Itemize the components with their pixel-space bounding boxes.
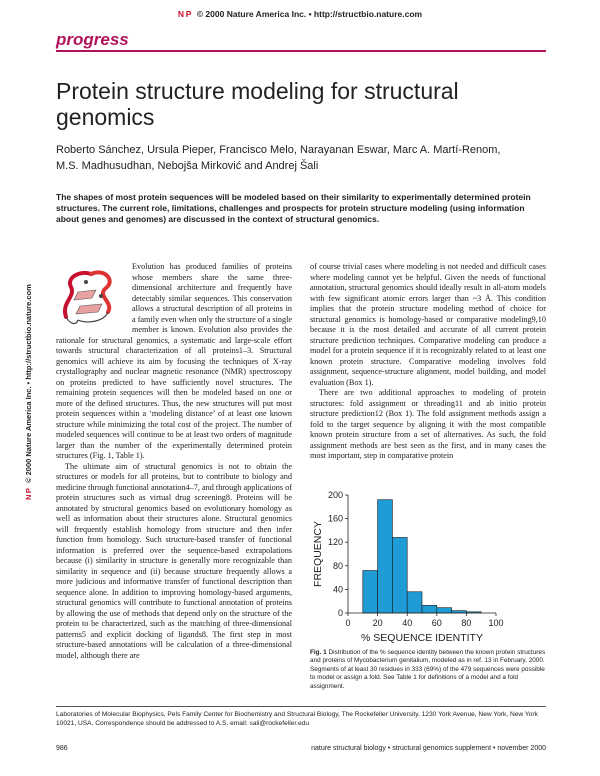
protein-structure-illustration xyxy=(56,262,126,330)
histogram-bar xyxy=(422,605,437,613)
histogram-bar xyxy=(378,500,393,613)
x-tick-label: 20 xyxy=(372,618,383,628)
footer-divider xyxy=(56,706,546,707)
paragraph: The ultimate aim of structural genomics is not to obtain the structures or models for all proteins, but to contribute to biology and medicine through functional annotation4–7, and through applications of protein structures such as virtual drug screening8. Proteins will be annotated by structural genomics based on evolutionary homology as well as information about their structures alone. Structural genomics will frequently establish homology from structure and then infer function from homology. Such structure-based transfer of functional information is preferred over the sequence-based extrapolations because (i) similarity in structure is generally more recognizable than similarity in sequence and (ii) because structure frequently allows a more judicious and informative transfer of functional description than sequence alone. In addition to improving homology-based arguments, structural genomics will contribute to functional annotation of proteins by allowing the use of methods that depend only on the structure of the protein to be characterized, such as the matching of three-dimensional patterns5 and explicit docking of ligands8. The first step in most structure-based annotations will be calculation of a three-dimensional model, although there are xyxy=(56,461,292,660)
body-column-right xyxy=(310,262,546,462)
x-tick-label: 80 xyxy=(461,618,472,628)
journal-footer: nature structural biology • structural genomics supplement • november 2000 xyxy=(311,745,546,752)
y-tick-label: 160 xyxy=(327,513,343,524)
section-divider xyxy=(56,50,546,52)
paragraph: Evolution has produced families of proteins whose members share the same three-dimensional architecture and frequently have detectably similar sequences. This conservation allows a structural description of all proteins in a family even when only the structure of a single member is known. Evolution also provides the rationale for structural genomics, a systematic and large-scale effort towards structural characterization of all proteins1–3. Structural genomics will achieve its aim by focusing the techniques of X-ray crystallography and nuclear magnetic resonance (NMR) spectroscopy on proteins predicted to have sufficiently novel structures. The remaining protein sequences will then be modeled based on one or more of the defined structures. Thus, the new structures will put most protein sequences within a ‘modeling distance’ of at least one known structure while minimizing the total cost of the project. The number of modeled sequences will continue to be at least two orders of magnitude larger than the number of the experimentally determined protein structures (Fig. 1, Table 1). xyxy=(56,262,292,460)
abstract: The shapes of most protein sequences will be modeled based on their similarity to experimentally determined protein structures. The current role, limitations, challenges and prospects for protein structure modeling (using information about genes and genomes) are discussed in the context of structural genomics. xyxy=(56,192,531,224)
author-list: Roberto Sánchez, Ursula Pieper, Francisco Melo, Narayanan Eswar, Marc A. Martí-Renom, M.S. Madhusudhan, Nebojša Mirković and Andrej Šali xyxy=(56,144,501,172)
y-tick-label: 200 xyxy=(327,490,343,500)
side-banner xyxy=(24,284,33,500)
histogram-bar xyxy=(437,608,452,613)
page-number: 986 xyxy=(56,745,68,752)
y-tick-label: 40 xyxy=(332,584,343,595)
histogram-svg xyxy=(296,485,551,645)
y-tick-label: 120 xyxy=(327,537,343,548)
side-banner-text: © 2000 Nature America Inc. • http://structbio.nature.com xyxy=(24,284,33,483)
section-label: progress xyxy=(56,30,129,49)
caption-text: Distribution of the % sequence identity between the known protein structures and proteins of Mycobacterium genitalium, modeled as in ref. 13 in February, 2000. Segments of at least 30 residues in 333 (69%) of the 479 sequences were possible to model or assign a fold. See Table 1 for definitions of a model and a fold assignment. xyxy=(310,649,546,690)
histogram-bar xyxy=(363,571,378,613)
caption-label: Fig. 1 xyxy=(310,649,327,656)
journal-banner xyxy=(0,9,600,19)
article-title: Protein structure modeling for structural genomics xyxy=(56,78,459,130)
y-tick-label: 0 xyxy=(337,608,343,618)
author-affiliation: Laboratories of Molecular Biophysics, Pels Family Center for Biochemistry and Structural Biology, The Rockefeller University, 1230 York Avenue, New York, New York 10021, USA. Correspondence should be addressed to A.S. email: sali@rockefeller.edu xyxy=(56,711,538,727)
x-tick-label: 60 xyxy=(431,618,442,628)
x-tick-label: 40 xyxy=(402,618,413,628)
npg-logo-side: N P xyxy=(24,488,33,500)
x-tick-label: 100 xyxy=(488,618,504,628)
histogram-bar xyxy=(392,537,407,613)
histogram-bar xyxy=(407,592,422,613)
npg-logo: N P xyxy=(177,9,192,19)
figure-1-chart xyxy=(296,485,551,645)
figure-caption xyxy=(310,649,546,691)
x-axis-label: % SEQUENCE IDENTITY xyxy=(361,632,483,644)
y-axis-label: FREQUENCY xyxy=(312,521,324,587)
paragraph: of course trivial cases where modeling is not needed and difficult cases where modeling cannot yet be helpful. Given the needs of functional annotation, structural genomics should ideally result in all-atom models with few significant atomic errors larger than ~3 Å. This condition implies that the protein structure modeling method of choice for structural genomics is homology-based or comparative modeling9,10 because it is the most detailed and accurate of all current protein structure prediction techniques. Comparative modeling can produce a model for a protein sequence if it is recognizably related to at least one known protein structure. Comparative modeling involves fold assignment, sequence-structure alignment, model building, and model evaluation (Box 1). xyxy=(310,262,546,387)
x-tick-label: 0 xyxy=(345,618,351,628)
y-tick-label: 80 xyxy=(332,560,343,571)
banner-text: © 2000 Nature America Inc. • http://structbio.nature.com xyxy=(196,9,423,19)
body-column-left xyxy=(56,262,292,661)
paragraph: There are two additional approaches to modeling of protein structures: fold assignment or threading11 and ab initio protein structure prediction12 (Box 1). The fold assignment methods assign a fold to the target sequence by aligning it with the most compatible known protein structure from a set of alternatives. As such, the fold assignment methods are best seen as the first, and in many cases the most important, step in comparative protein xyxy=(310,388,546,460)
